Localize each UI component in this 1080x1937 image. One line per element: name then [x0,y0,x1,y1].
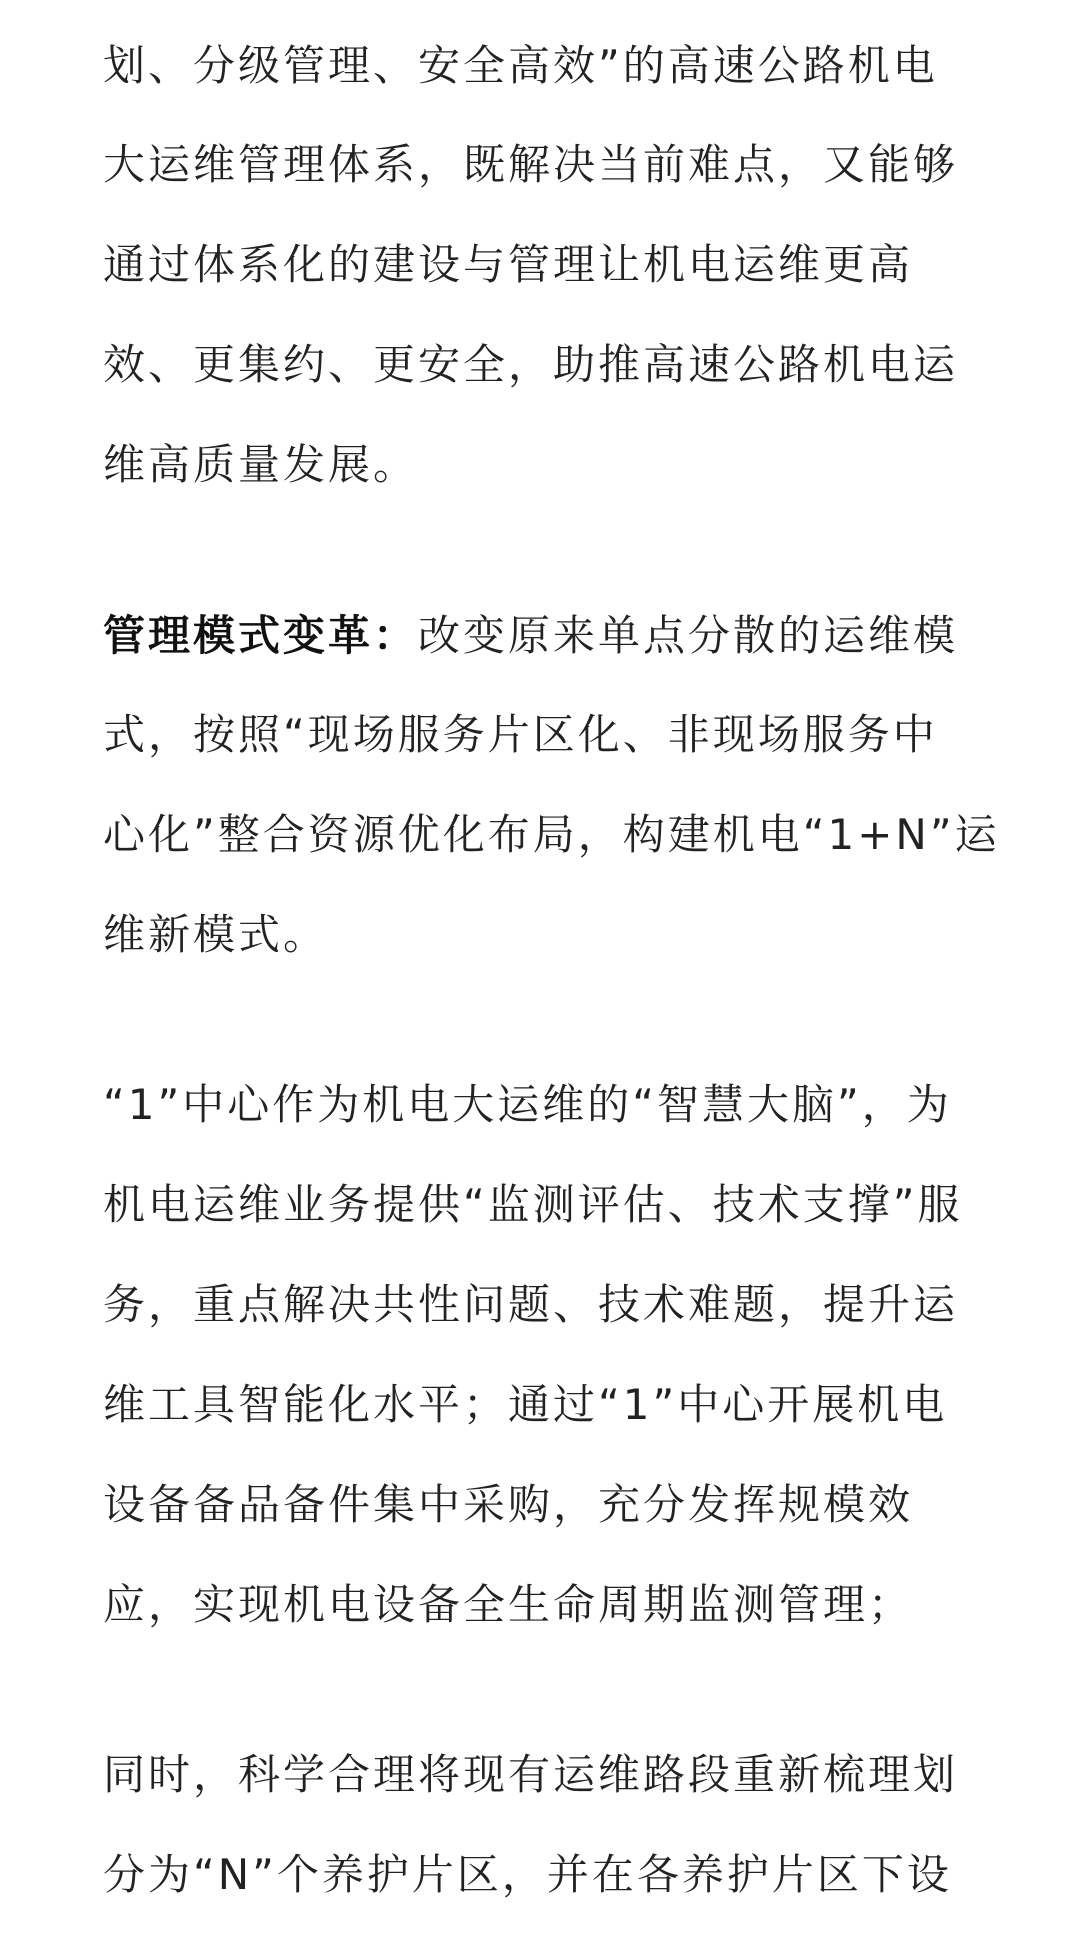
paragraph-3-line-4: 维工具智能化水平；通过“1”中心开展机电 [103,1380,948,1429]
paragraph-3-line-1: “1”中心作为机电大运维的“智慧大脑”，为 [103,1080,952,1129]
paragraph-1-line-3: 通过体系化的建设与管理让机电运维更高 [103,240,914,289]
paragraph-4-line-2: 分为“N”个养护片区，并在各养护片区下设 [103,1850,952,1899]
paragraph-2-line-3: 心化”整合资源优化布局，构建机电“1+N”运 [103,810,1000,859]
paragraph-1-line-5: 维高质量发展。 [103,440,419,489]
paragraph-3-line-6: 应，实现机电设备全生命周期监测管理； [103,1580,914,1629]
paragraph-4-line-1: 同时，科学合理将现有运维路段重新梳理划 [103,1750,959,1799]
paragraph-2-line-1 [103,606,958,666]
paragraph-3-line-3: 务，重点解决共性问题、技术难题，提升运 [103,1280,959,1329]
paragraph-3-line-2: 机电运维业务提供“监测评估、技术支撑”服 [103,1180,963,1229]
paragraph-1-line-1: 划、分级管理、安全高效”的高速公路机电 [103,41,938,90]
paragraph-2-line-2: 式，按照“现场服务片区化、非现场服务中 [103,710,938,759]
paragraph-2-line-4: 维新模式。 [103,910,329,959]
paragraph-2-line-1-text: 改变原来单点分散的运维模 [418,611,959,660]
paragraph-1-line-2: 大运维管理体系，既解决当前难点，又能够 [103,140,959,189]
section-heading: 管理模式变革： [103,611,419,660]
paragraph-1-line-4: 效、更集约、更安全，助推高速公路机电运 [103,340,959,389]
paragraph-3-line-5: 设备备品备件集中采购，充分发挥规模效 [103,1480,914,1529]
